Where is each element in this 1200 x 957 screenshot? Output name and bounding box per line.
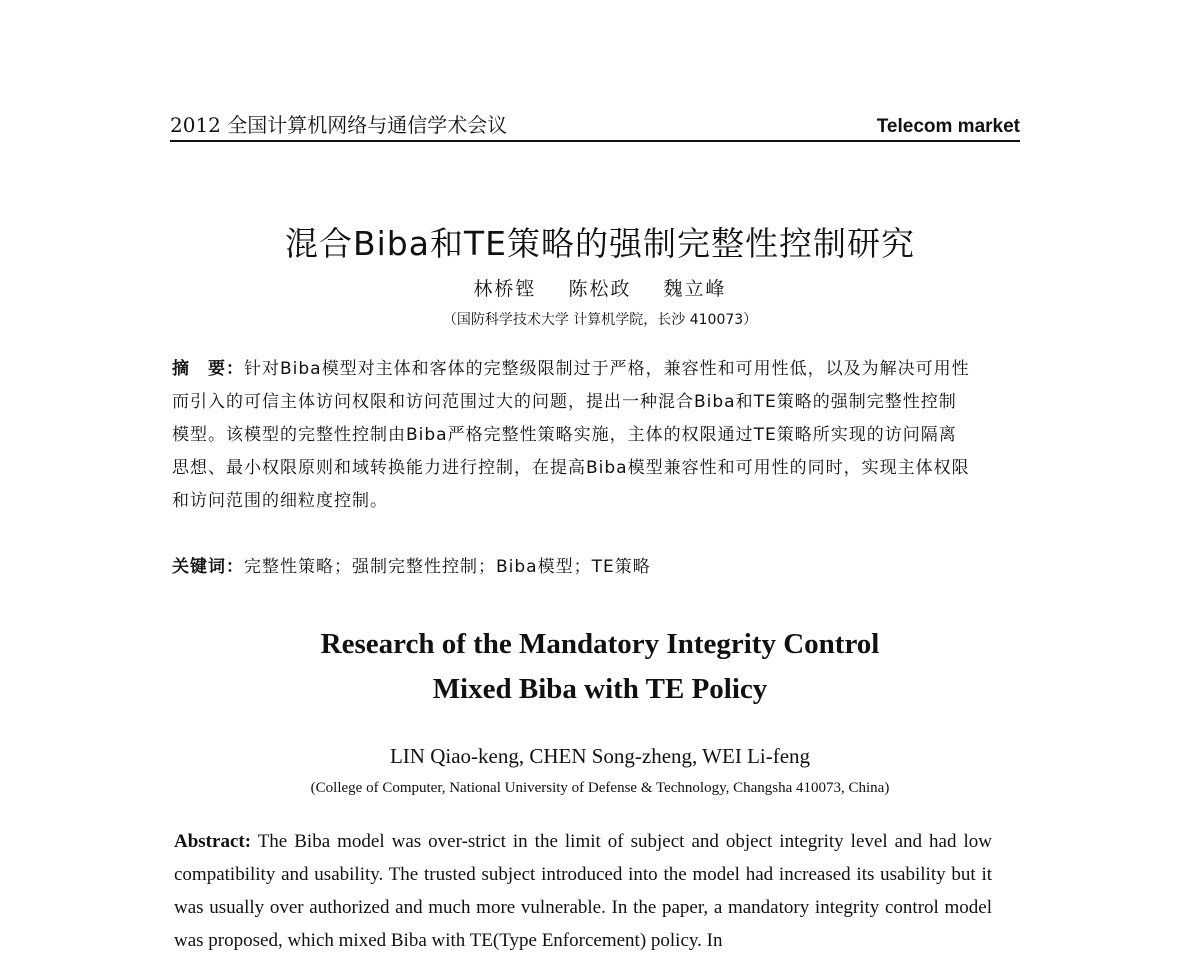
english-title-line-2: Mixed Biba with TE Policy: [432, 673, 768, 705]
author-cn-2: 陈松政: [568, 278, 632, 300]
english-title: [0, 622, 1200, 712]
chinese-abstract-label: 摘 要：: [172, 359, 244, 379]
english-abstract: [174, 825, 992, 957]
chinese-authors: [0, 274, 1200, 301]
running-header: [170, 108, 1020, 142]
english-affiliation: (College of Computer, National University of Defense & Technology, Changsha 410073, China): [310, 780, 890, 796]
chinese-affiliation: （国防科学技术大学 计算机学院，长沙 410073）: [442, 312, 758, 328]
chinese-title: 混合Biba和TE策略的强制完整性控制研究: [285, 224, 915, 263]
author-cn-3: 魏立峰: [663, 278, 727, 300]
conference-name: 2012 全国计算机网络与通信学术会议: [170, 113, 508, 137]
english-abstract-label: Abstract:: [174, 831, 252, 852]
chinese-abstract-text: 针对Biba模型对主体和客体的完整级限制过于严格，兼容性和可用性低，以及为解决可用性而引入的可信主体访问权限和访问范围过大的问题，提出一种混合Biba和TE策略的强制完整性控制模型。该模型的完整性控制由Biba严格完整性策略实施，主体的权限通过TE策略所实现的访问隔离思想、最小权限原则和域转换能力进行控制，在提高Biba模型兼容性和可用性的同时，实现主体权限和访问范围的细粒度控制。: [172, 359, 970, 511]
chinese-keywords: [172, 552, 972, 582]
chinese-keywords-text: 完整性策略；强制完整性控制；Biba模型；TE策略: [244, 557, 651, 577]
chinese-keywords-label: 关键词：: [172, 557, 244, 577]
english-abstract-text: The Biba model was over-strict in the limit of subject and object integrity level and had low compatibility and usability. The trusted subject introduced into the model had increased its usability but it was usually over authorized and much more vulnerable. In the paper, a mandatory integrity control model was proposed, which mixed Biba with TE(Type Enforcement) policy. In: [174, 831, 992, 951]
english-title-line-1: Research of the Mandatory Integrity Control: [320, 628, 880, 660]
author-cn-1: 林桥铿: [473, 278, 537, 300]
journal-name: Telecom market: [876, 116, 1020, 137]
chinese-abstract: [172, 353, 972, 518]
english-authors: LIN Qiao-keng, CHEN Song-zheng, WEI Li-feng: [389, 744, 811, 768]
